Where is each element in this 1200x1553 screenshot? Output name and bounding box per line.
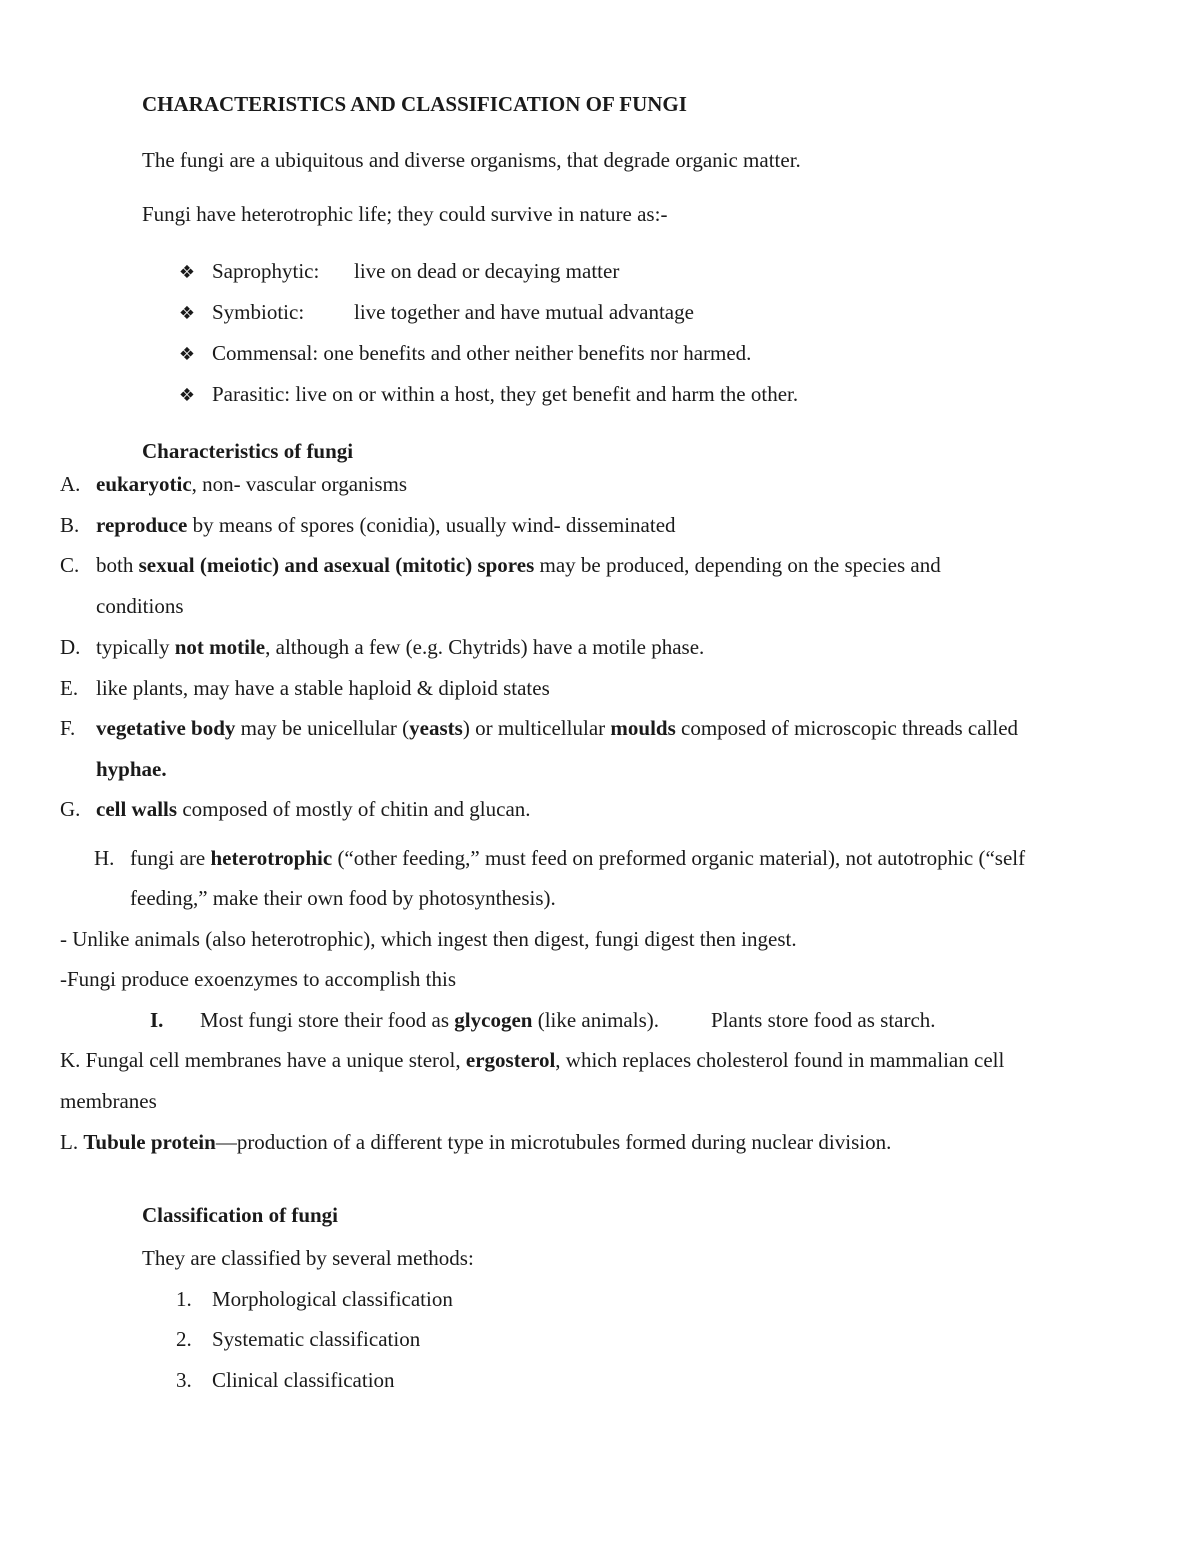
paragraph: -Fungi produce exoenzymes to accomplish this [60,967,456,991]
list-item-text: (“other feeding,” must feed on preformed organic material), not autotrophic (“self [332,846,1026,870]
list-item [60,635,704,659]
key-term: sexual (meiotic) and asexual (mitotic) spores [138,553,535,577]
list-item [60,797,531,821]
diamond-bullet-icon: ❖ [178,385,196,406]
key-term: yeasts [409,716,463,740]
paragraph: - Unlike animals (also heterotrophic), which ingest then digest, fungi digest then ingest. [60,927,797,951]
list-item [60,472,407,496]
list-item [176,382,798,408]
key-term: moulds [610,716,676,740]
paragraph-text: K. Fungal cell membranes have a unique sterol, [60,1048,466,1072]
list-item-continuation [96,757,167,781]
list-item-desc: one benefits and other neither benefits nor harmed. [323,341,752,365]
section-heading-characteristics: Characteristics of fungi [142,439,354,463]
list-item-label: F. [60,716,76,740]
list-item-label: A. [60,472,81,496]
diamond-bullet-icon: ❖ [178,303,196,324]
list-item-text: (like animals). [532,1008,659,1032]
list-item-text: Clinical classification [212,1368,395,1392]
list-item-text: typically [96,635,175,659]
paragraph-text: L. [60,1130,84,1154]
list-item-text: ) or multicellular [462,716,611,740]
section-heading-classification: Classification of fungi [142,1203,339,1227]
list-item [94,846,1025,870]
list-item-number: 2. [176,1327,192,1351]
list-item [150,1008,936,1032]
list-item-desc: live together and have mutual advantage [354,300,694,324]
list-item-label: B. [60,513,80,537]
list-item-text: Morphological classification [212,1287,453,1311]
list-item-text: fungi are [130,846,211,870]
list-item-term: Symbiotic: [212,300,305,324]
key-term: eukaryotic [96,472,192,496]
list-item [176,1287,453,1311]
list-item-label: H. [94,846,115,870]
list-item-term: Commensal: [212,341,319,365]
list-item [176,300,694,326]
list-item-term: Saprophytic: [212,259,320,283]
list-item-text: Most fungi store their food as [200,1008,455,1032]
list-item [60,676,550,700]
list-item-label: E. [60,676,79,700]
list-item-text: composed of mostly of chitin and glucan. [177,797,531,821]
list-item-number: 1. [176,1287,192,1311]
list-item-text: by means of spores (conidia), usually wind- disseminated [187,513,676,537]
list-item [60,716,1018,740]
paragraph-text: , which replaces cholesterol found in mammalian cell [555,1048,1005,1072]
key-term: not motile [174,635,266,659]
key-term: Tubule protein [83,1130,216,1154]
list-item-continuation: conditions [96,594,184,618]
list-item-continuation: feeding,” make their own food by photosynthesis). [130,886,556,910]
list-item [60,513,676,537]
key-term: reproduce [96,513,188,537]
list-item-term: Parasitic: [212,382,291,406]
list-item-text: like plants, may have a stable haploid & diploid states [96,676,550,700]
intro-paragraph-1: The fungi are a ubiquitous and diverse organisms, that degrade organic matter. [142,148,801,172]
list-item-desc: live on or within a host, they get benefit and harm the other. [295,382,799,406]
key-term: vegetative body [96,716,236,740]
list-item [176,341,751,367]
paragraph-continuation: membranes [60,1089,157,1113]
list-item [176,1368,395,1392]
paragraph [60,1048,1004,1072]
list-item-desc: live on dead or decaying matter [354,259,620,283]
page-title: CHARACTERISTICS AND CLASSIFICATION OF FUNGI [142,92,687,116]
list-item-text: may be produced, depending on the species and [534,553,941,577]
list-item [60,553,941,577]
diamond-bullet-icon: ❖ [178,262,196,283]
list-item-text: composed of microscopic threads called [675,716,1019,740]
paragraph [60,1130,891,1154]
key-term: heterotrophic [210,846,333,870]
list-item-number: 3. [176,1368,192,1392]
list-item [176,259,619,285]
intro-paragraph-2: Fungi have heterotrophic life; they could survive in nature as:- [142,202,668,226]
list-item-text: may be unicellular ( [235,716,410,740]
paragraph-text: —production of a different type in microtubules formed during nuclear division. [215,1130,892,1154]
list-item-label: G. [60,797,81,821]
diamond-bullet-icon: ❖ [178,344,196,365]
list-item-text: , non- vascular organisms [191,472,408,496]
list-item-label: D. [60,635,81,659]
list-item [176,1327,420,1351]
key-term: ergosterol [465,1048,556,1072]
key-term: hyphae. [96,757,167,781]
list-item-label: I. [150,1008,164,1032]
list-item-text: both [96,553,139,577]
list-item-text: , although a few (e.g. Chytrids) have a motile phase. [265,635,705,659]
list-item-label: C. [60,553,80,577]
list-item-text: Systematic classification [212,1327,421,1351]
paragraph: They are classified by several methods: [142,1246,474,1270]
list-item-text: Plants store food as starch. [711,1008,936,1032]
key-term: glycogen [454,1008,533,1032]
key-term: cell walls [96,797,178,821]
